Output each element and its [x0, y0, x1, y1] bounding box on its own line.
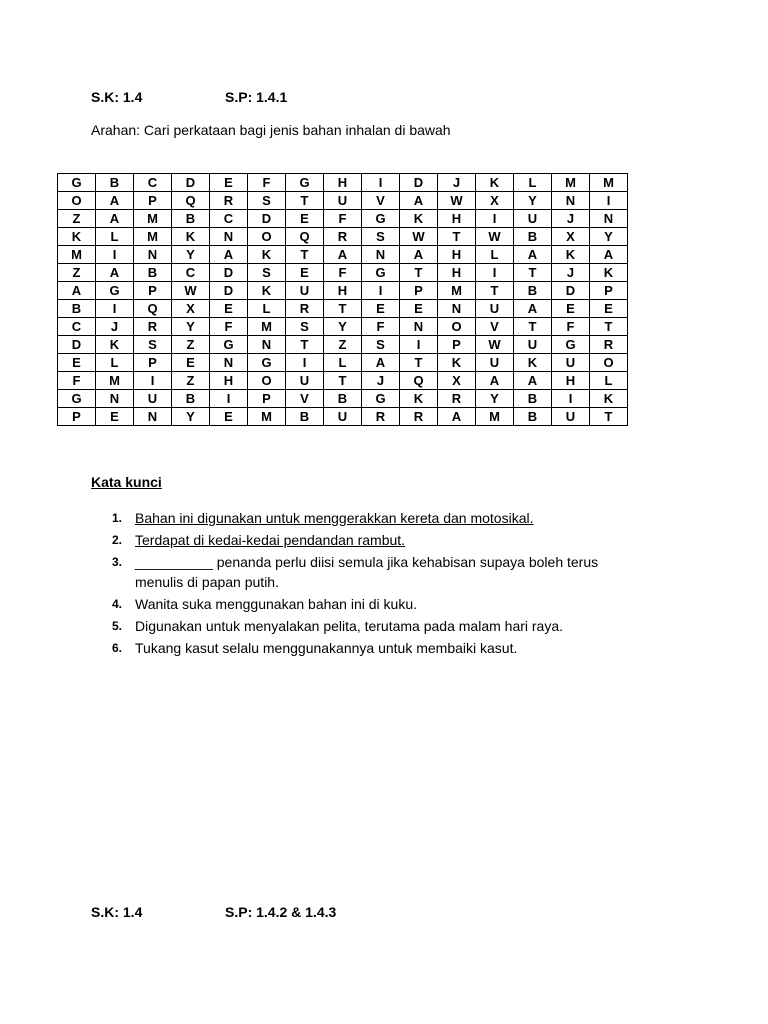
- clue-number: 2.: [112, 533, 123, 547]
- clue-text: Tukang kasut selalu menggunakannya untuk membaiki kasut.: [135, 640, 518, 656]
- grid-cell: A: [438, 408, 476, 426]
- grid-cell: E: [590, 300, 628, 318]
- grid-cell: O: [590, 354, 628, 372]
- grid-cell: Y: [590, 228, 628, 246]
- grid-cell: G: [96, 282, 134, 300]
- grid-cell: G: [362, 390, 400, 408]
- grid-cell: F: [362, 318, 400, 336]
- grid-cell: L: [324, 354, 362, 372]
- grid-cell: T: [514, 264, 552, 282]
- grid-cell: U: [476, 300, 514, 318]
- grid-cell: P: [400, 282, 438, 300]
- word-search-grid: [57, 173, 628, 426]
- sk-label: S.K: 1.4: [91, 89, 143, 105]
- clue-item: [112, 552, 632, 592]
- grid-cell: W: [400, 228, 438, 246]
- sp-label: S.P: 1.4.1: [225, 89, 288, 105]
- grid-cell: L: [514, 174, 552, 192]
- grid-cell: M: [96, 372, 134, 390]
- grid-cell: S: [362, 336, 400, 354]
- grid-cell: U: [324, 408, 362, 426]
- grid-cell: Q: [172, 192, 210, 210]
- grid-cell: U: [324, 192, 362, 210]
- grid-cell: C: [58, 318, 96, 336]
- grid-row: [58, 354, 628, 372]
- grid-cell: G: [362, 264, 400, 282]
- clue-item: [112, 530, 632, 550]
- grid-cell: Q: [400, 372, 438, 390]
- grid-cell: H: [324, 282, 362, 300]
- grid-cell: E: [210, 174, 248, 192]
- grid-cell: C: [134, 174, 172, 192]
- grid-cell: O: [248, 372, 286, 390]
- grid-cell: Y: [172, 318, 210, 336]
- grid-cell: T: [400, 354, 438, 372]
- grid-cell: O: [58, 192, 96, 210]
- grid-cell: T: [324, 300, 362, 318]
- clue-text: Wanita suka menggunakan bahan ini di kuku.: [135, 596, 417, 612]
- grid-cell: D: [552, 282, 590, 300]
- grid-cell: H: [438, 246, 476, 264]
- grid-cell: L: [590, 372, 628, 390]
- grid-cell: Y: [324, 318, 362, 336]
- clue-number: 4.: [112, 597, 123, 611]
- grid-cell: O: [248, 228, 286, 246]
- grid-cell: Z: [172, 336, 210, 354]
- clue-list: [112, 508, 632, 660]
- grid-cell: I: [362, 174, 400, 192]
- grid-cell: K: [172, 228, 210, 246]
- clue-item: [112, 616, 632, 636]
- grid-cell: U: [476, 354, 514, 372]
- grid-cell: G: [58, 390, 96, 408]
- grid-cell: A: [96, 264, 134, 282]
- grid-cell: U: [552, 354, 590, 372]
- grid-row: [58, 336, 628, 354]
- grid-cell: T: [324, 372, 362, 390]
- grid-cell: A: [514, 246, 552, 264]
- grid-cell: N: [134, 408, 172, 426]
- grid-cell: A: [96, 192, 134, 210]
- clue-blank: __________: [135, 554, 213, 570]
- grid-cell: N: [248, 336, 286, 354]
- grid-row: [58, 372, 628, 390]
- grid-cell: E: [210, 408, 248, 426]
- grid-cell: E: [210, 300, 248, 318]
- grid-cell: P: [134, 354, 172, 372]
- grid-cell: I: [96, 300, 134, 318]
- grid-cell: V: [476, 318, 514, 336]
- grid-cell: A: [324, 246, 362, 264]
- grid-cell: K: [514, 354, 552, 372]
- grid-cell: G: [58, 174, 96, 192]
- grid-cell: M: [552, 174, 590, 192]
- grid-cell: R: [590, 336, 628, 354]
- grid-cell: A: [514, 300, 552, 318]
- grid-row: [58, 390, 628, 408]
- grid-cell: E: [286, 264, 324, 282]
- grid-cell: F: [58, 372, 96, 390]
- grid-cell: W: [476, 228, 514, 246]
- grid-cell: R: [324, 228, 362, 246]
- kata-kunci-title: Kata kunci: [91, 474, 162, 490]
- grid-cell: B: [514, 282, 552, 300]
- grid-cell: P: [248, 390, 286, 408]
- grid-cell: K: [58, 228, 96, 246]
- grid-cell: H: [324, 174, 362, 192]
- grid-cell: G: [248, 354, 286, 372]
- grid-cell: H: [552, 372, 590, 390]
- grid-cell: K: [552, 246, 590, 264]
- grid-cell: X: [552, 228, 590, 246]
- grid-cell: B: [58, 300, 96, 318]
- grid-cell: T: [400, 264, 438, 282]
- sk-label: S.K: 1.4: [91, 904, 143, 920]
- grid-cell: U: [514, 336, 552, 354]
- grid-cell: Q: [286, 228, 324, 246]
- grid-cell: C: [210, 210, 248, 228]
- grid-row: [58, 408, 628, 426]
- clue-number: 6.: [112, 641, 123, 655]
- grid-cell: W: [438, 192, 476, 210]
- grid-cell: S: [286, 318, 324, 336]
- grid-cell: E: [96, 408, 134, 426]
- grid-cell: B: [514, 228, 552, 246]
- grid-cell: D: [58, 336, 96, 354]
- grid-cell: Z: [172, 372, 210, 390]
- grid-cell: E: [400, 300, 438, 318]
- grid-cell: F: [324, 210, 362, 228]
- grid-row: [58, 318, 628, 336]
- grid-cell: J: [362, 372, 400, 390]
- grid-cell: N: [590, 210, 628, 228]
- grid-cell: F: [248, 174, 286, 192]
- grid-cell: X: [438, 372, 476, 390]
- instruction-text: Arahan: Cari perkataan bagi jenis bahan inhalan di bawah: [91, 122, 451, 138]
- grid-cell: P: [590, 282, 628, 300]
- grid-cell: R: [438, 390, 476, 408]
- grid-cell: B: [172, 390, 210, 408]
- grid-cell: F: [324, 264, 362, 282]
- grid-cell: Z: [324, 336, 362, 354]
- grid-cell: U: [134, 390, 172, 408]
- grid-cell: Z: [58, 264, 96, 282]
- grid-cell: R: [286, 300, 324, 318]
- grid-cell: O: [438, 318, 476, 336]
- clue-text: Terdapat di kedai-kedai pendandan rambut.: [135, 532, 406, 548]
- grid-cell: A: [476, 372, 514, 390]
- grid-cell: I: [590, 192, 628, 210]
- grid-cell: I: [96, 246, 134, 264]
- grid-cell: H: [438, 210, 476, 228]
- grid-cell: N: [400, 318, 438, 336]
- grid-cell: J: [552, 210, 590, 228]
- grid-cell: H: [438, 264, 476, 282]
- grid-cell: N: [362, 246, 400, 264]
- grid-row: [58, 210, 628, 228]
- grid-cell: M: [134, 210, 172, 228]
- clue-text: Digunakan untuk menyalakan pelita, terutama pada malam hari raya.: [135, 618, 564, 634]
- grid-cell: I: [476, 210, 514, 228]
- grid-cell: U: [286, 372, 324, 390]
- section-header-top: [91, 89, 288, 105]
- clue-item: [112, 508, 632, 528]
- grid-cell: A: [362, 354, 400, 372]
- grid-cell: E: [58, 354, 96, 372]
- grid-cell: E: [362, 300, 400, 318]
- grid-cell: D: [210, 264, 248, 282]
- clue-item: [112, 594, 632, 614]
- grid-cell: K: [400, 210, 438, 228]
- grid-cell: Y: [476, 390, 514, 408]
- grid-cell: B: [514, 408, 552, 426]
- grid-cell: D: [400, 174, 438, 192]
- clue-number: 5.: [112, 619, 123, 633]
- grid-cell: L: [96, 354, 134, 372]
- grid-cell: M: [58, 246, 96, 264]
- grid-cell: I: [210, 390, 248, 408]
- grid-cell: S: [248, 264, 286, 282]
- grid-cell: M: [134, 228, 172, 246]
- grid-cell: Q: [134, 300, 172, 318]
- grid-cell: Y: [172, 408, 210, 426]
- grid-cell: M: [476, 408, 514, 426]
- grid-cell: N: [552, 192, 590, 210]
- grid-cell: D: [172, 174, 210, 192]
- grid-cell: J: [438, 174, 476, 192]
- grid-cell: V: [286, 390, 324, 408]
- grid-cell: W: [476, 336, 514, 354]
- grid-cell: A: [590, 246, 628, 264]
- grid-cell: X: [172, 300, 210, 318]
- grid-cell: G: [552, 336, 590, 354]
- grid-cell: R: [362, 408, 400, 426]
- grid-row: [58, 192, 628, 210]
- grid-row: [58, 174, 628, 192]
- clue-item: [112, 638, 632, 658]
- grid-cell: R: [400, 408, 438, 426]
- grid-cell: T: [286, 246, 324, 264]
- grid-cell: K: [248, 246, 286, 264]
- grid-cell: G: [362, 210, 400, 228]
- grid-cell: B: [514, 390, 552, 408]
- grid-cell: K: [400, 390, 438, 408]
- grid-cell: I: [286, 354, 324, 372]
- grid-cell: B: [324, 390, 362, 408]
- grid-cell: G: [286, 174, 324, 192]
- grid-cell: K: [590, 264, 628, 282]
- grid-cell: M: [248, 318, 286, 336]
- grid-cell: P: [134, 192, 172, 210]
- grid-cell: Z: [58, 210, 96, 228]
- section-header-bottom: [91, 904, 337, 920]
- grid-cell: E: [286, 210, 324, 228]
- grid-cell: W: [172, 282, 210, 300]
- grid-cell: E: [552, 300, 590, 318]
- grid-cell: G: [210, 336, 248, 354]
- grid-cell: P: [58, 408, 96, 426]
- grid-cell: S: [134, 336, 172, 354]
- grid-row: [58, 246, 628, 264]
- grid-cell: U: [552, 408, 590, 426]
- grid-cell: I: [362, 282, 400, 300]
- grid-cell: I: [400, 336, 438, 354]
- grid-cell: N: [438, 300, 476, 318]
- grid-cell: B: [286, 408, 324, 426]
- grid-cell: H: [210, 372, 248, 390]
- grid-cell: P: [134, 282, 172, 300]
- grid-cell: A: [96, 210, 134, 228]
- grid-cell: B: [134, 264, 172, 282]
- grid-cell: I: [476, 264, 514, 282]
- grid-cell: M: [248, 408, 286, 426]
- grid-cell: A: [514, 372, 552, 390]
- grid-cell: T: [590, 318, 628, 336]
- grid-cell: S: [248, 192, 286, 210]
- grid-cell: K: [438, 354, 476, 372]
- grid-cell: I: [134, 372, 172, 390]
- grid-cell: N: [96, 390, 134, 408]
- grid-cell: C: [172, 264, 210, 282]
- grid-cell: N: [210, 354, 248, 372]
- grid-cell: M: [438, 282, 476, 300]
- grid-cell: B: [96, 174, 134, 192]
- grid-cell: T: [590, 408, 628, 426]
- grid-cell: U: [286, 282, 324, 300]
- grid-cell: Y: [172, 246, 210, 264]
- grid-cell: T: [286, 336, 324, 354]
- grid-cell: J: [552, 264, 590, 282]
- grid-cell: A: [210, 246, 248, 264]
- clue-text: Bahan ini digunakan untuk menggerakkan kereta dan motosikal.: [135, 510, 534, 526]
- grid-cell: L: [96, 228, 134, 246]
- grid-row: [58, 300, 628, 318]
- clue-text: penanda perlu diisi semula jika kehabisan supaya boleh terus menulis di papan putih.: [135, 554, 599, 590]
- grid-cell: F: [210, 318, 248, 336]
- grid-cell: T: [438, 228, 476, 246]
- grid-row: [58, 264, 628, 282]
- grid-cell: J: [96, 318, 134, 336]
- grid-cell: T: [514, 318, 552, 336]
- grid-cell: R: [210, 192, 248, 210]
- grid-cell: A: [400, 192, 438, 210]
- grid-cell: V: [362, 192, 400, 210]
- grid-cell: K: [476, 174, 514, 192]
- clue-number: 1.: [112, 511, 123, 525]
- grid-row: [58, 228, 628, 246]
- sp-label: S.P: 1.4.2 & 1.4.3: [225, 904, 337, 920]
- grid-cell: P: [438, 336, 476, 354]
- grid-cell: T: [476, 282, 514, 300]
- grid-cell: F: [552, 318, 590, 336]
- grid-cell: T: [286, 192, 324, 210]
- grid-cell: D: [248, 210, 286, 228]
- grid-cell: A: [400, 246, 438, 264]
- grid-cell: X: [476, 192, 514, 210]
- grid-cell: N: [210, 228, 248, 246]
- grid-cell: Y: [514, 192, 552, 210]
- clue-number: 3.: [112, 555, 123, 569]
- grid-cell: S: [362, 228, 400, 246]
- grid-cell: B: [172, 210, 210, 228]
- grid-cell: A: [58, 282, 96, 300]
- grid-cell: L: [248, 300, 286, 318]
- grid-cell: D: [210, 282, 248, 300]
- grid-cell: E: [172, 354, 210, 372]
- grid-cell: I: [552, 390, 590, 408]
- grid-cell: N: [134, 246, 172, 264]
- grid-cell: K: [248, 282, 286, 300]
- grid-cell: K: [96, 336, 134, 354]
- grid-cell: R: [134, 318, 172, 336]
- grid-cell: L: [476, 246, 514, 264]
- grid-row: [58, 282, 628, 300]
- grid-cell: M: [590, 174, 628, 192]
- grid-cell: K: [590, 390, 628, 408]
- grid-cell: U: [514, 210, 552, 228]
